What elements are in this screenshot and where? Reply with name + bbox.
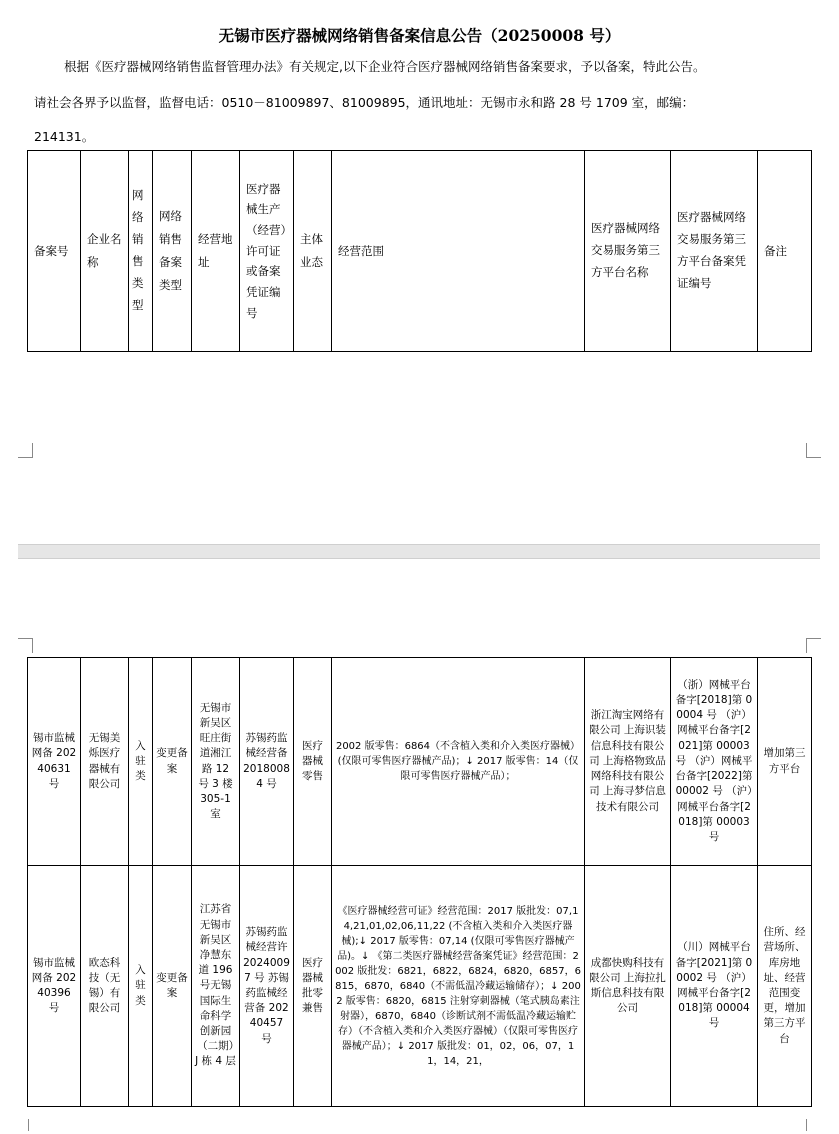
cell-record-type: 变更备案 (153, 658, 192, 866)
header-platform-name: 医疗器械网络交易服务第三方平台名称 (585, 151, 671, 352)
postcode-line: 214131。 (34, 129, 95, 144)
header-platform-record: 医疗器械网络交易服务第三方平台备案凭证编号 (671, 151, 758, 352)
cell-record-type: 变更备案 (153, 866, 192, 1107)
cell-record-no: 锡市监械网备 20240396 号 (28, 866, 81, 1107)
document-title: 无锡市医疗器械网络销售备案信息公告（20250008 号） (218, 26, 621, 45)
page-break-gap (18, 544, 820, 559)
cell-remark: 增加第三方平台 (758, 658, 812, 866)
header-business-form: 主体业态 (294, 151, 332, 352)
cell-platforms: 浙江淘宝网络有限公司 上海识装信息科技有限公司 上海格物致品网络科技有限公司 上海寻梦信息技术有限公司 (585, 658, 671, 866)
cell-remark: 住所、经营场所、库房地址、经营范围变更，增加第三方平台 (758, 866, 812, 1107)
cell-record-no: 锡市监械网备 20240631 号 (28, 658, 81, 866)
header-address: 经营地址 (192, 151, 240, 352)
page-corner-mark (18, 1119, 29, 1131)
header-table (27, 150, 812, 352)
table-row (28, 866, 812, 1107)
cell-platform-records: （浙）网械平台备字[2018]第 00004 号 （沪）网械平台备字[2021]第 00003 号 （沪）网械平台备字[2022]第 00002 号 （沪）网械平台备字[2018]第 00003 号 (671, 658, 758, 866)
header-sale-type: 网络销售类型 (129, 151, 153, 352)
header-record-type: 网络销售备案类型 (153, 151, 192, 352)
page-corner-mark (18, 638, 33, 653)
cell-company: 欧态科技（无锡）有限公司 (81, 866, 129, 1107)
cell-sale-type: 入驻类 (129, 866, 153, 1107)
cell-sale-type: 入驻类 (129, 658, 153, 866)
cell-license: 苏锡药监械经营备 20180084 号 (240, 658, 294, 866)
header-company: 企业名称 (81, 151, 129, 352)
cell-scope: 2002 版零售：6864（不含植入类和介入类医疗器械）(仅限可零售医疗器械产品)；↓ 2017 版零售：14（仅限可零售医疗器械产品）； (332, 658, 585, 866)
cell-platforms: 成都快购科技有限公司 上海拉扎斯信息科技有限公司 (585, 866, 671, 1107)
cell-address: 无锡市新吴区旺庄街道湘江路 12 号 3 楼 305-1 室 (192, 658, 240, 866)
cell-business-form: 医疗器械零售 (294, 658, 332, 866)
intro-paragraph: 根据《医疗器械网络销售监督管理办法》有关规定,以下企业符合医疗器械网络销售备案要求，予以备案，特此公告。 (64, 59, 706, 74)
cell-license: 苏锡药监械经营许 20240097 号 苏锡药监械经营备 20240457 号 (240, 866, 294, 1107)
header-license: 医疗器械生产（经营）许可证或备案凭证编号 (240, 151, 294, 352)
table-row (28, 658, 812, 866)
cell-business-form: 医疗器械批零兼售 (294, 866, 332, 1107)
page-corner-mark (806, 638, 821, 653)
page-corner-mark (806, 1119, 817, 1131)
cell-platform-records: （川）网械平台备字[2021]第 00002 号 （沪）网械平台备字[2018]第 00004 号 (671, 866, 758, 1107)
header-remark: 备注 (758, 151, 812, 352)
header-record-no: 备案号 (28, 151, 81, 352)
cell-scope: 《医疗器械经营可证》经营范围：2017 版批发：07,14,21,01,02,06,11,22 (不含植入类和介入类医疗器械);↓ 2017 版零售：07,14 (仅限可零售医疗器械产品)。↓ 《第二类医疗器械经营备案凭证》经营范围：2002 版批发：6821，6822，6824，6820，6857，6815，6870，6840（不需低温冷藏运输储存）；↓ 2002 版零售：6820，6815 注射穿刺器械（笔式胰岛素注射器），6870，6840（诊断试剂不需低温冷藏运输贮存）（不含植入类和介入类医疗器械）（仅限可零售医疗器械产品）；↓ 2017 版批发：01，02，06，07，11，14，21， (332, 866, 585, 1107)
cell-address: 江苏省无锡市新吴区净慧东道 196 号无锡国际生命科学创新园（二期）J 栋 4 层 (192, 866, 240, 1107)
supervision-paragraph: 请社会各界予以监督，监督电话：0510－81009897、81009895，通讯地址：无锡市永和路 28 号 1709 室，邮编： (34, 95, 695, 110)
record-table (27, 657, 812, 1107)
header-scope: 经营范围 (332, 151, 585, 352)
page-corner-mark (806, 443, 821, 458)
cell-company: 无锡美烁医疗器械有限公司 (81, 658, 129, 866)
page-corner-mark (18, 443, 33, 458)
